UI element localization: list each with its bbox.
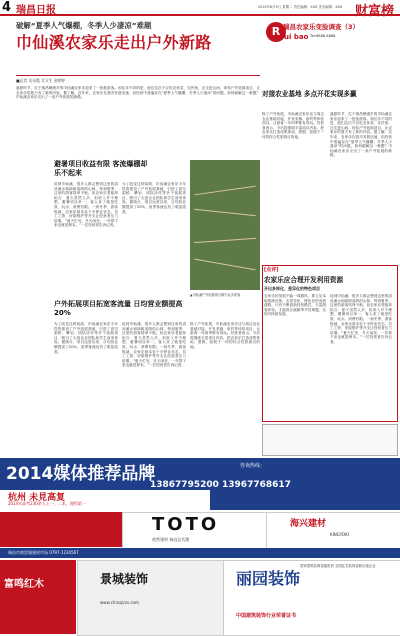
survey-tel: Tel:6888 6888 — [310, 34, 336, 38]
comment-title: 农家乐应合理开发利用资源 — [264, 276, 344, 284]
divider — [16, 75, 260, 76]
comment-subtitle: 开出多样化、差异化的特色项目 — [264, 286, 320, 291]
fuhong-logo: 富鸣红木 — [4, 579, 44, 590]
haixing-ad — [266, 512, 400, 549]
banner-sub: 杭州 未見高复 — [8, 493, 66, 503]
paper-name: 瑞昌日报 — [16, 5, 56, 16]
banner-note: 2014年高考230余人上一、二本，理科第一 — [8, 501, 86, 506]
haixing-sub: KINGYOKI — [330, 532, 349, 537]
jingcheng-url: www.chinajczs.com — [100, 600, 139, 605]
section-title: 财富榜 — [355, 4, 395, 19]
banner-tel: 13867795200 13967768617 — [150, 480, 291, 490]
lihua-slogan: 中国建筑装饰行业荣誉证书 — [236, 613, 297, 619]
article-photo — [190, 160, 260, 290]
fuhong-ad — [0, 560, 76, 634]
jingcheng-logo: 景城装饰 — [100, 572, 149, 586]
survey-logo: R — [266, 22, 286, 42]
dateline: 2014年8月5日 星期二 责任编辑：XXX 美术编辑：XXX — [258, 5, 343, 9]
survey-subtitle: ui bao — [284, 33, 309, 41]
comment-body-col1: 农家乐的发展不能一味跟风，要立足本地资源优势，走差异化、特色化的发展道路。只有不断创新经营模式，丰富游客体验，才能真正破解季节性难题，实现可持续发展。 — [264, 294, 326, 317]
photo-caption: ▲巾仙溪户外拓展项目吸引众多游客 — [190, 293, 241, 297]
sub2-body-col1: 为了改变这种局面，巾仙溪农家乐今年投资建设了户外拓展基地，引进了高空索桥、攀岩、团队协作等多个拓展项目，吸引了大批企业团队和学生前来体验。据统计，项目运营以来，日均营业额提高了20%，淡季客流也有了明显改善。 — [54, 322, 118, 354]
side-body-col2: 盛夏时节，位于瑞昌横港乡的巾仙溪农家乐迎来了一批批游客。和往年不同的是，他们这次不仅吃农家菜、住民宿，还走进山间，体验户外拓展项目，让农家乐的夏天有了新的内容。据了解，近年来，农家乐在我市发展迅速，但经营中普遍存在“夏季人气爆棚、冬季人少凄凉”的问题，如何破解这一难题？巾仙溪农家乐走出了一条户外拓展的新路。 — [330, 112, 392, 158]
toto-sub: 欣然建材 瑞昌总代理 — [152, 537, 190, 542]
lihua-logo: 丽园装饰 — [236, 569, 301, 588]
side-body-col1: 除了户外拓展，巾仙溪农家乐还与周边农业基地对接，开发采摘、垂钓等体验项目，让游客一年四季都有得玩。经营者表示，今后将继续丰富项目内容，把农家乐打造成集休闲、度假、拓展于一体的综合性旅游目的地。 — [262, 112, 324, 139]
small-ad — [262, 424, 398, 456]
sub1-body-col2: 为了改变这种局面，巾仙溪农家乐今年投资建设了户外拓展基地，引进了高空索桥、攀岩、团队协作等多个拓展项目，吸引了大批企业团队和学生前来体验。据统计，项目运营以来，日均营业额提高了20%，淡季客流也有了明显改善。 — [122, 182, 186, 214]
page-number: 4 — [2, 0, 12, 15]
banner-title: 2014媒体推荐品牌 — [6, 464, 156, 484]
article-headline: 巾仙溪农家乐走出户外新路 — [16, 33, 212, 52]
toto-logo: TOTO — [152, 514, 220, 535]
survey-title: 瑞昌农家乐变脸调查（3） — [283, 23, 360, 31]
comment-body-col2: 说到巾仙溪，很多人都会想到这里的清凉溪水和绿树成荫的山林，每到夏季，这里的游客络绎不绝。但农家乐老板却坦言：夏天虽然人多，但收入并不理想，避暑项目单一，客人来了就是吃饭、玩水，消费有限。一到冬季，游客锐减，农家乐基本处于半停业状态，员工工资、房屋维护等开支让经营者压力倍增。“夏天忙死，冬天闲死，一年算下来也就是保本。”一位经营者告诉记者。 — [330, 294, 392, 344]
strip-text: 瑞昌市商贸城建材市场 0797-1234567 — [8, 550, 79, 555]
article-lede: 盛夏时节，位于瑞昌横港乡的巾仙溪农家乐迎来了一批批游客。和往年不同的是，他们这次不仅吃农家菜、住民宿，还走进山间，体验户外拓展项目，让农家乐的夏天有了新的内容。据了解，近年来，农家乐在我市发展迅速，但经营中普遍存在“夏季人气爆棚、冬季人少凄凉”的问题，如何破解这一难题？巾仙溪农家乐走出了一条户外拓展的新路。 — [16, 86, 260, 100]
haixing-logo: 海兴建材 — [290, 519, 327, 529]
subhead-1: 避暑项目收益有限 客流爆棚却乐不起来 — [54, 160, 148, 177]
side-title: 对接农业基地 多点开花实现多赢 — [262, 90, 357, 98]
sub1-body-col1: 说到巾仙溪，很多人都会想到这里的清凉溪水和绿树成荫的山林，每到夏季，这里的游客络绎不绝。但农家乐老板却坦言：夏天虽然人多，但收入并不理想，避暑项目单一，客人来了就是吃饭、玩水，消费有限。一到冬季，游客锐减，农家乐基本处于半停业状态，员工工资、房屋维护等开支让经营者压力倍增。“夏天忙死，冬天闲死，一年算下来也就是保本。”一位经营者告诉记者。 — [54, 182, 118, 228]
byline: ■记者 吴采霞 实习生 金婷婷 — [16, 78, 65, 83]
lihua-note: 国家建筑装修壹级资质 全国住宅装饰装修百强企业 — [300, 564, 376, 568]
subhead-2: 户外拓展项目拓宽客流量 日均营业额提高20% — [54, 300, 183, 317]
red-ad — [0, 512, 122, 547]
comment-label: [点评] — [264, 267, 279, 273]
article-kicker: 破解“夏季人气爆棚，冬季人少凄凉”难题 — [16, 21, 152, 30]
sub2-body-col2: 说到巾仙溪，很多人都会想到这里的清凉溪水和绿树成荫的山林，每到夏季，这里的游客络绎不绝。但农家乐老板却坦言：夏天虽然人多，但收入并不理想，避暑项目单一，客人来了就是吃饭、玩水，消费有限。一到冬季，游客锐减，农家乐基本处于半停业状态，员工工资、房屋维护等开支让经营者压力倍增。“夏天忙死，冬天闲死，一年算下来也就是保本。”一位经营者告诉记者。 — [122, 322, 186, 368]
banner-tel-label: 咨询热线： — [240, 463, 266, 469]
sub2-body-col3: 除了户外拓展，巾仙溪农家乐还与周边农业基地对接，开发采摘、垂钓等体验项目，让游客一年四季都有得玩。经营者表示，今后将继续丰富项目内容，把农家乐打造成集休闲、度假、拓展于一体的综合性旅游目的地。 — [190, 322, 260, 349]
